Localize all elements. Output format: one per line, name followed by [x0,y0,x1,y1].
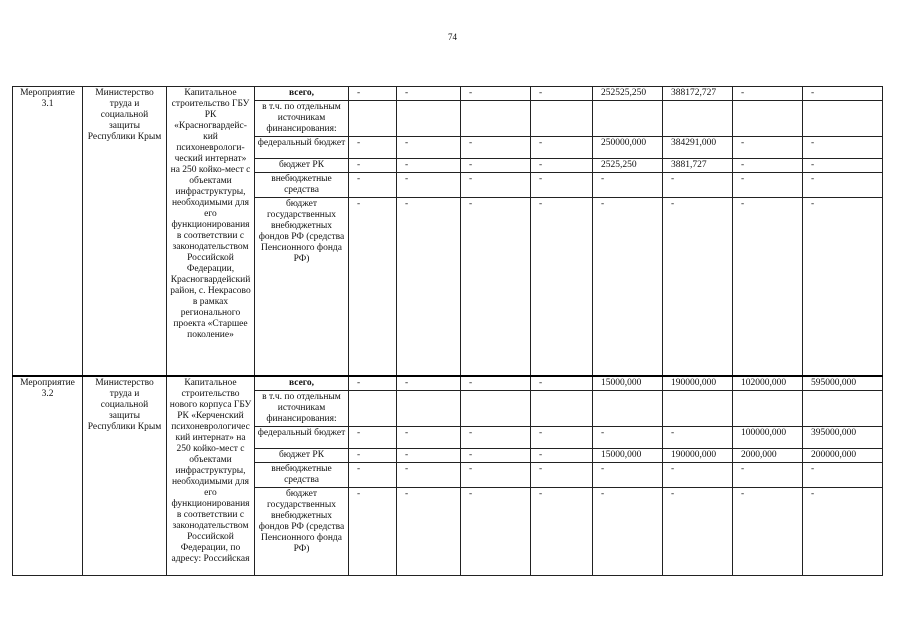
value-cell: - [733,173,803,198]
value-cell [803,101,883,137]
funding-table [12,86,883,576]
value-cell: 190000,000 [663,448,733,462]
value-cell: - [803,173,883,198]
value-cell: 250000,000 [593,137,663,159]
value-cell: - [531,87,593,101]
value-cell: - [593,173,663,198]
value-cell [733,101,803,137]
value-cell: - [803,87,883,101]
value-cell: - [733,462,803,487]
value-cell: - [531,448,593,462]
description-cell: Капитальное строительство нового корпуса ГБУ РК «Керченский психоневрологичес кий интернат» на 250 койко-мест с объектами инфраструктуры, необходимыми для его функционирования в соответствии с законодательством Российской Федерации, по адресу: Российская [167,376,255,576]
value-cell [593,390,663,426]
value-cell: - [397,87,461,101]
value-cell: - [531,426,593,448]
value-cell: - [397,426,461,448]
value-cell: 3881,727 [663,159,733,173]
source-label: бюджет РК [255,448,349,462]
value-cell: - [803,198,883,376]
value-cell: 595000,000 [803,376,883,391]
value-cell: - [461,462,531,487]
value-cell: 2525,250 [593,159,663,173]
value-cell [349,390,397,426]
value-cell: - [733,137,803,159]
value-cell: - [349,159,397,173]
value-cell: 15000,000 [593,448,663,462]
value-cell [397,101,461,137]
value-cell: - [663,487,733,575]
value-cell: - [733,487,803,575]
value-cell: - [803,159,883,173]
value-cell: - [531,462,593,487]
value-cell [461,390,531,426]
value-cell: - [461,159,531,173]
value-cell: - [349,87,397,101]
value-cell: - [461,426,531,448]
value-cell [663,101,733,137]
value-cell: - [733,198,803,376]
value-cell [803,390,883,426]
value-cell: - [349,137,397,159]
table-row [13,376,883,391]
source-label: федеральный бюджет [255,137,349,159]
source-label: бюджет государственных внебюджетных фондов РФ (средства Пенсионного фонда РФ) [255,487,349,575]
value-cell: - [531,487,593,575]
value-cell: - [733,87,803,101]
value-cell: 102000,000 [733,376,803,391]
source-label: внебюджетные средства [255,462,349,487]
value-cell: - [397,376,461,391]
value-cell [397,390,461,426]
value-cell: 15000,000 [593,376,663,391]
value-cell: 2000,000 [733,448,803,462]
value-cell: - [461,173,531,198]
value-cell: - [461,376,531,391]
value-cell: - [733,159,803,173]
value-cell: - [593,198,663,376]
executor-cell: Министерство труда и социальной защиты Республики Крым [83,376,167,576]
value-cell: - [663,198,733,376]
value-cell: - [663,173,733,198]
value-cell: - [397,462,461,487]
value-cell: - [349,448,397,462]
value-cell: - [397,173,461,198]
value-cell: - [461,198,531,376]
value-cell: 252525,250 [593,87,663,101]
source-label: бюджет РК [255,159,349,173]
value-cell: - [531,376,593,391]
value-cell [531,101,593,137]
value-cell: - [397,137,461,159]
value-cell [593,101,663,137]
value-cell: - [803,462,883,487]
value-cell: - [397,448,461,462]
source-label: всего, [255,376,349,391]
value-cell: - [663,462,733,487]
value-cell: - [531,159,593,173]
value-cell: - [397,198,461,376]
value-cell: - [349,173,397,198]
value-cell [461,101,531,137]
value-cell: - [461,87,531,101]
value-cell: 190000,000 [663,376,733,391]
value-cell: - [349,376,397,391]
value-cell: - [803,487,883,575]
event-cell: Мероприятие 3.1 [13,87,83,376]
value-cell: - [349,426,397,448]
value-cell: - [663,426,733,448]
source-label: федеральный бюджет [255,426,349,448]
value-cell: 200000,000 [803,448,883,462]
value-cell: - [397,487,461,575]
value-cell: - [397,159,461,173]
table-row [13,87,883,101]
source-label: всего, [255,87,349,101]
value-cell [531,390,593,426]
value-cell: - [531,198,593,376]
value-cell: - [349,487,397,575]
value-cell: - [531,173,593,198]
value-cell [663,390,733,426]
value-cell: - [461,487,531,575]
value-cell: - [461,448,531,462]
source-label: в т.ч. по отдельным источникам финансирования: [255,390,349,426]
value-cell: - [461,137,531,159]
value-cell: - [803,137,883,159]
page-number: 74 [448,32,457,42]
value-cell: 388172,727 [663,87,733,101]
source-label: в т.ч. по отдельным источникам финансирования: [255,101,349,137]
value-cell [349,101,397,137]
value-cell: 395000,000 [803,426,883,448]
value-cell: - [349,198,397,376]
value-cell: - [593,487,663,575]
source-label: бюджет государственных внебюджетных фондов РФ (средства Пенсионного фонда РФ) [255,198,349,376]
value-cell: - [349,462,397,487]
description-cell: Капитальное строительство ГБУ РК «Красногвардейс-кий психоневрологи-ческий интернат» на 250 койко-мест с объектами инфраструктуры, необходимыми для его функционирования в соответствии с законодательством Российской Федерации, Красногвардейский район, с. Некрасово в рамках регионального проекта «Старшее поколение» [167,87,255,376]
value-cell: - [593,462,663,487]
value-cell: - [593,426,663,448]
source-label: внебюджетные средства [255,173,349,198]
executor-cell: Министерство труда и социальной защиты Республики Крым [83,87,167,376]
event-cell: Мероприятие 3.2 [13,376,83,576]
value-cell: - [531,137,593,159]
value-cell: 100000,000 [733,426,803,448]
value-cell [733,390,803,426]
value-cell: 384291,000 [663,137,733,159]
